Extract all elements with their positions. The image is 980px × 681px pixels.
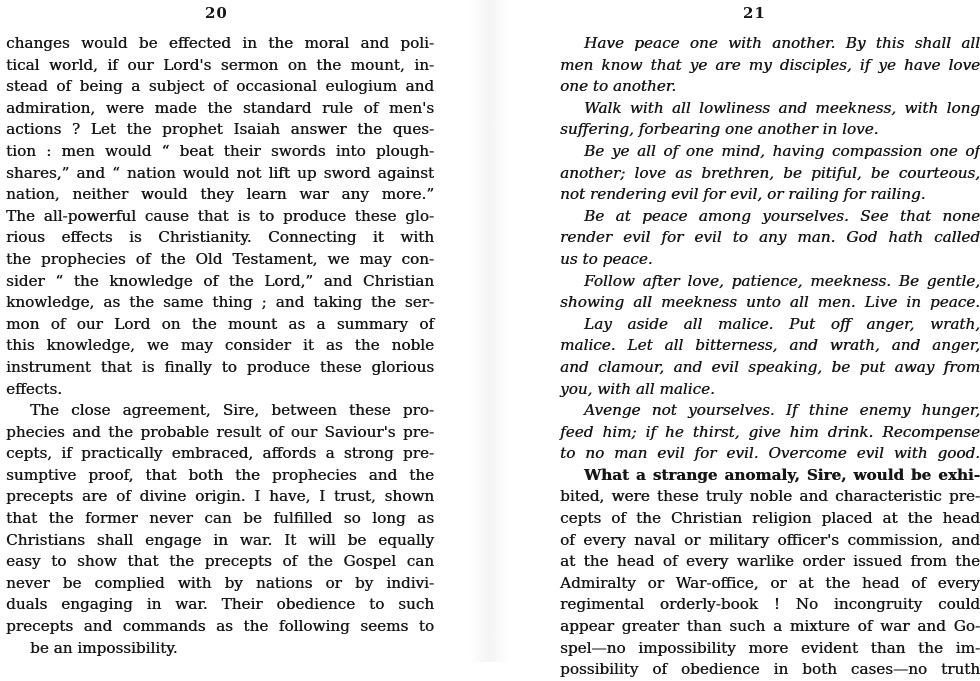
text-line: The close agreement, Sire, between these pro-	[30, 401, 434, 420]
text-line: not rendering evil for evil, or railing for railing.	[560, 185, 926, 204]
text-line: and clamour, and evil speaking, be put away from	[560, 357, 980, 376]
text-line: Be ye all of one mind, having compassion one of	[584, 141, 980, 160]
text-line: precepts and commands as the following seems to	[6, 617, 434, 636]
text-line: precepts are of divine origin. I have, I trust, shown	[6, 487, 434, 506]
text-line: Walk with all lowliness and meekness, with long	[584, 98, 980, 117]
text-line: sider “ the knowledge of the Lord,” and Christian	[6, 271, 434, 290]
text-line: admiration, were made the standard rule of men's	[6, 98, 434, 117]
text-line: regimental orderly-book ! No incongruity could	[560, 595, 980, 614]
page-number: 20	[205, 4, 228, 22]
text-line: Lay aside all malice. Put off anger, wrath,	[584, 314, 980, 333]
text-line: actions ? Let the prophet Isaiah answer the ques-	[6, 120, 434, 139]
text-line: Follow after love, patience, meekness. Be gentle,	[584, 271, 980, 290]
left-page	[0, 0, 470, 662]
text-line: tion : men would “ beat their swords into plough-	[6, 141, 434, 160]
text-line: possibility of obedience in both cases—no truth	[560, 660, 980, 679]
text-line: rious effects is Christianity. Connecting it with	[6, 228, 434, 247]
text-line: Admiralty or War-office, or at the head of every	[560, 573, 980, 592]
text-line: nation, neither would they learn war any more.”	[6, 185, 434, 204]
page-number: 21	[743, 4, 766, 22]
text-line: suffering, forbearing one another in love.	[560, 120, 879, 139]
text-line: cepts, if practically embraced, affords a strong pre-	[6, 444, 434, 463]
text-line: men know that ye are my disciples, if ye have love	[560, 55, 980, 74]
text-line: one to another.	[560, 77, 677, 96]
text-line: The all-powerful cause that is to produce these glo-	[6, 206, 434, 225]
text-line: the prophecies of the Old Testament, we may con-	[6, 249, 434, 268]
text-line: that the former never can be fulfilled so long as	[6, 509, 434, 528]
text-line: easy to show that the precepts of the Gospel can	[6, 552, 434, 571]
text-line: us to peace.	[560, 249, 653, 268]
text-line: be an impossibility.	[30, 638, 178, 657]
text-line: another; love as brethren, be pitiful, be courteous,	[560, 163, 980, 182]
text-line: Avenge not yourselves. If thine enemy hunger,	[584, 401, 980, 420]
text-line: Be at peace among yourselves. See that none	[584, 206, 980, 225]
text-line: bited, were these truly noble and characteristic pre-	[560, 487, 980, 506]
book-gutter	[470, 0, 510, 662]
text-line: changes would be effected in the moral and poli-	[6, 34, 434, 52]
text-line: effects.	[6, 379, 62, 398]
text-line: you, with all malice.	[560, 379, 715, 398]
text-line: duals engaging in war. Their obedience to such	[6, 595, 434, 614]
text-line: malice. Let all bitterness, and wrath, and anger,	[560, 336, 980, 355]
text-line: feed him; if he thirst, give him drink. Recompense	[560, 422, 980, 441]
text-line: Christians shall engage in war. It will be equally	[6, 530, 434, 549]
text-line: stead of being a subject of occasional eulogium and	[6, 77, 434, 96]
text-line: What a strange anomaly, Sire, would be exhi-	[584, 465, 980, 484]
text-line: cepts of the Christian religion placed at the head	[560, 509, 980, 528]
text-line: appear greater than such a mixture of war and Go-	[560, 617, 980, 636]
right-page	[510, 0, 980, 679]
text-line: knowledge, as the same thing ; and taking the ser-	[6, 293, 434, 312]
text-line: phecies and the probable result of our Saviour's pre-	[6, 422, 434, 441]
text-line: instrument that is finally to produce these glorious	[6, 357, 434, 376]
text-line: Have peace one with another. By this shall all	[584, 34, 980, 52]
text-line: never be complied with by nations or by indivi-	[6, 573, 434, 592]
text-line: shares,” and “ nation would not lift up sword against	[6, 163, 434, 182]
text-line: to no man evil for evil. Overcome evil with good.	[560, 444, 980, 463]
text-line: sumptive proof, that both the prophecies and the	[6, 465, 434, 484]
text-line: at the head of every warlike order issued from the	[560, 552, 980, 571]
page-text	[560, 33, 980, 681]
text-line: this knowledge, we may consider it as the noble	[6, 336, 434, 355]
text-line: mon of our Lord on the mount as a summary of	[6, 314, 434, 333]
text-line: showing all meekness unto all men. Live in peace.	[560, 293, 980, 312]
text-line: of every naval or military officer's commission, and	[560, 530, 980, 549]
text-line: tical world, if our Lord's sermon on the mount, in-	[6, 55, 434, 74]
page-text	[6, 33, 434, 659]
text-line: spel—no impossibility more evident than the im-	[560, 638, 980, 657]
text-line: render evil for evil to any man. God hath called	[560, 228, 980, 247]
